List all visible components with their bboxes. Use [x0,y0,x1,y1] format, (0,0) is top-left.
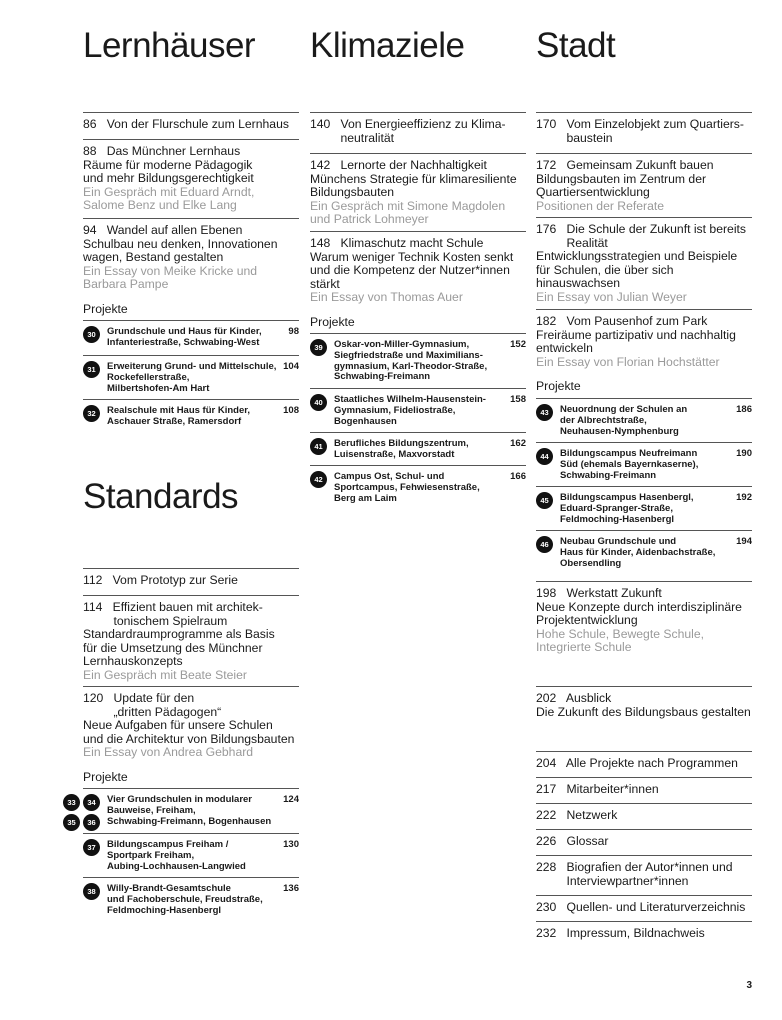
toc-entry[interactable]: 114 Effizient bauen mit architek- tonischem Spielraum Standardraumprogramme als Basis für die Umsetzung des Münchner Lernhauskonzepts Ein Gespräch mit Beate Steier [83,595,299,683]
toc-entry[interactable]: 222 Netzwerk [536,803,752,823]
toc-entry[interactable]: 140 Von Energieeffizienz zu Klima- neutralität [310,112,526,145]
project-number-badge: 35 [63,814,80,831]
project-number-badge: 37 [83,839,100,856]
project-entry[interactable]: 33 34 35 36 Vier Grundschulen in modularer Bauweise, Freiham, Schwabing-Freimann, Bogenhausen 124 [83,788,299,827]
project-entry[interactable]: 45 Bildungscampus Hasenbergl, Eduard-Spranger-Straße, Feldmoching-Hasenbergl 192 [536,486,752,525]
toc-entry[interactable]: 172 Gemeinsam Zukunft bauen Bildungsbauten im Zentrum der Quartiersentwicklung Positionen der Referate [536,153,752,213]
project-number-badge: 36 [83,814,100,831]
project-page: 152 [510,339,526,350]
project-page: 186 [736,404,752,415]
toc-entry[interactable]: 228 Biografien der Autor*innen und Interviewpartner*innen [536,855,752,888]
project-number-badge: 31 [83,361,100,378]
project-page: 166 [510,471,526,482]
project-page: 162 [510,438,526,449]
project-page: 130 [283,839,299,850]
project-entry[interactable]: 46 Neubau Grundschule und Haus für Kinder, Aidenbachstraße, Obersendling 194 [536,530,752,569]
project-entry[interactable]: 44 Bildungscampus Neufreimann Süd (ehemals Bayernkaserne), Schwabing-Freimann 190 [536,442,752,481]
project-entry[interactable]: 32 Realschule mit Haus für Kinder, Aschauer Straße, Ramersdorf 108 [83,399,299,428]
project-entry[interactable]: 39 Oskar-von-Miller-Gymnasium, Siegfriedstraße und Maximilians- gymnasium, Karl-Theodor-Straße, Schwabing-Freimann 152 [310,333,526,383]
project-entry[interactable]: 37 Bildungscampus Freiham / Sportpark Freiham, Aubing-Lochhausen-Langwied 130 [83,833,299,872]
project-entry[interactable]: 31 Erweiterung Grund- und Mittelschule, Rockefellerstraße, Milbertshofen-Am Hart 104 [83,355,299,394]
project-number-badge: 41 [310,438,327,455]
project-number-badge: 44 [536,448,553,465]
toc-entry[interactable]: 86 Von der Flurschule zum Lernhaus [83,112,299,132]
project-page: 124 [283,794,299,805]
projekte-label: Projekte [536,379,581,393]
project-number-badge: 33 [63,794,80,811]
toc-entry[interactable]: 202 Ausblick Die Zukunft des Bildungsbaus gestalten [536,686,752,719]
project-number-badge: 30 [83,326,100,343]
toc-entry[interactable]: 170 Vom Einzelobjekt zum Quartiers- baustein [536,112,752,145]
project-page: 192 [736,492,752,503]
project-number-badge: 42 [310,471,327,488]
project-number-badge: 32 [83,405,100,422]
project-entry[interactable]: 38 Willy-Brandt-Gesamtschule und Fachoberschule, Freudstraße, Feldmoching-Hasenbergl 136 [83,877,299,916]
section-title-standards: Standards [83,477,239,516]
toc-entry[interactable]: 148 Klimaschutz macht Schule Warum weniger Technik Kosten senkt und die Kompetenz der Nutzer*innen stärkt Ein Essay von Thomas Auer [310,231,526,305]
toc-entry[interactable]: 94 Wandel auf allen Ebenen Schulbau neu denken, Innovationen wagen, Bestand gestalten Ein Essay von Meike Kricke und Barbara Pampe [83,218,299,292]
project-page: 136 [283,883,299,894]
toc-entry[interactable]: 217 Mitarbeiter*innen [536,777,752,797]
projekte-label: Projekte [83,770,128,784]
toc-entry[interactable]: 230 Quellen- und Literaturverzeichnis [536,895,752,915]
project-page: 104 [283,361,299,372]
project-entry[interactable]: 30 Grundschule und Haus für Kinder, Infanteriestraße, Schwabing-West 98 [83,320,299,349]
project-page: 98 [288,326,299,337]
project-entry[interactable]: 42 Campus Ost, Schul- und Sportcampus, Fehwiesenstraße, Berg am Laim 166 [310,465,526,504]
section-title-klimaziele: Klimaziele [310,26,465,65]
project-page: 158 [510,394,526,405]
project-page: 194 [736,536,752,547]
toc-entry[interactable]: 120 Update für den „dritten Pädagogen“ Neue Aufgaben für unsere Schulen und die Architektur von Bildungsbauten Ein Essay von Andrea Gebhard [83,686,299,760]
toc-entry[interactable]: 142 Lernorte der Nachhaltigkeit Münchens Strategie für klimaresiliente Bildungsbauten Ein Gespräch mit Simone Magdolen und Patrick Lohmeyer [310,153,526,227]
toc-entry[interactable]: 182 Vom Pausenhof zum Park Freiräume partizipativ und nachhaltig entwickeln Ein Essay von Florian Hochstätter [536,309,752,369]
project-page: 190 [736,448,752,459]
project-entry[interactable]: 43 Neuordnung der Schulen an der Albrechtstraße, Neuhausen-Nymphenburg 186 [536,398,752,437]
project-number-badge: 38 [83,883,100,900]
toc-entry[interactable]: 198 Werkstatt Zukunft Neue Konzepte durch interdisziplinäre Projektentwicklung Hohe Schule, Bewegte Schule, Integrierte Schule [536,581,752,655]
toc-entry[interactable]: 232 Impressum, Bildnachweis [536,921,752,941]
project-entry[interactable]: 40 Staatliches Wilhelm-Hausenstein- Gymnasium, Fideliostraße, Bogenhausen 158 [310,388,526,427]
project-number-badge: 34 [83,794,100,811]
project-number-badge: 45 [536,492,553,509]
project-number-badge: 46 [536,536,553,553]
project-entry[interactable]: 41 Berufliches Bildungszentrum, Luisenstraße, Maxvorstadt 162 [310,432,526,461]
project-number-badge: 43 [536,404,553,421]
project-number-badge: 39 [310,339,327,356]
toc-entry[interactable]: 204 Alle Projekte nach Programmen [536,751,752,771]
projekte-label: Projekte [83,302,128,316]
section-title-lernhaeuser: Lernhäuser [83,26,256,65]
toc-entry[interactable]: 226 Glossar [536,829,752,849]
toc-entry[interactable]: 176 Die Schule der Zukunft ist bereits Realität Entwicklungsstrategien und Beispiele für Schulen, die über sich hinauswachsen Ein Essay von Julian Weyer [536,217,752,305]
project-number-badge: 40 [310,394,327,411]
toc-entry[interactable]: 112 Vom Prototyp zur Serie [83,568,299,588]
page-number: 3 [746,980,752,991]
projekte-label: Projekte [310,315,355,329]
section-title-stadt: Stadt [536,26,616,65]
project-page: 108 [283,405,299,416]
toc-entry[interactable]: 88 Das Münchner Lernhaus Räume für moderne Pädagogik und mehr Bildungsgerechtigkeit Ein Gespräch mit Eduard Arndt, Salome Benz und Elke Lang [83,139,299,213]
